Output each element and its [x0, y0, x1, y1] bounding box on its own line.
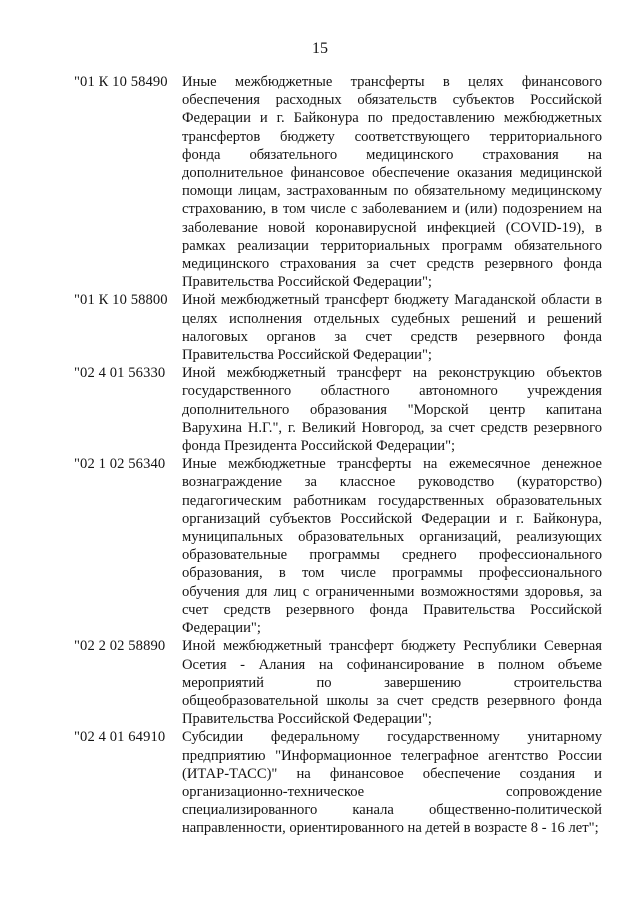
budget-entry [74, 73, 602, 291]
text-line: целях исполнения отдельных судебных решений и решений [182, 310, 602, 327]
text-line: государственного областного автономного учреждения [182, 383, 602, 400]
budget-code: "02 4 01 56330 [74, 365, 166, 382]
text-line: общеобразовательной школы за счет средств резервного фонда [182, 692, 602, 709]
text-line: мероприятий по завершению строительства [182, 674, 602, 691]
text-line: заболевание новой коронавирусной инфекцией (COVID-19), в [182, 219, 602, 236]
budget-code: "02 4 01 64910 [74, 729, 166, 746]
text-line: Правительства Российской Федерации"; [182, 274, 432, 291]
text-line: предприятию "Информационное телеграфное агентство России [182, 747, 602, 764]
budget-entry [74, 728, 602, 837]
text-line: трансфертов бюджету соответствующего территориального [182, 128, 602, 145]
text-line: Иные межбюджетные трансферты в целях финансового [182, 74, 602, 90]
text-line: направленности, ориентированного на детей в возрасте 8 - 16 лет"; [182, 820, 599, 837]
budget-entry [74, 291, 602, 364]
text-line: Варухина Н.Г.", г. Великий Новгород, за счет средств резервного [182, 419, 602, 436]
budget-entry [74, 455, 602, 637]
budget-code: "01 К 10 58800 [74, 292, 168, 309]
text-line: специализированного канала общественно-политической [182, 802, 602, 819]
text-line: страхованию, в том числе с заболеванием и (или) подозрением на [182, 201, 602, 218]
budget-entry-description [182, 728, 602, 837]
text-line: рамках реализации территориальных программ обязательного [182, 237, 602, 254]
text-line: Правительства Российской Федерации"; [182, 711, 432, 728]
page-number: 15 [312, 40, 328, 57]
text-line: налоговых органов за счет средств резервного фонда [182, 328, 602, 345]
budget-code-list [74, 73, 602, 838]
text-line: муниципальных образовательных организаций, реализующих [182, 529, 602, 546]
text-line: дополнительного образования "Морской центр капитана [182, 401, 602, 418]
text-line: Иной межбюджетный трансферт на реконструкцию объектов [182, 365, 602, 382]
budget-code: "01 К 10 58490 [74, 74, 168, 90]
text-line: медицинского страхования за счет средств резервного фонда [182, 256, 602, 273]
text-line: Правительства Российской Федерации"; [182, 347, 432, 364]
text-line: Иной межбюджетный трансферт бюджету Республики Северная [182, 638, 602, 655]
text-line: помощи лицам, застрахованным по обязательному медицинскому [182, 183, 602, 200]
text-line: Субсидии федеральному государственному унитарному [182, 729, 602, 746]
text-line: организаций субъектов Российской Федерации и г. Байконура, [182, 510, 602, 527]
text-line: счет средств резервного фонда Правительства Российской [182, 601, 602, 618]
text-line: фонда Президента Российской Федерации"; [182, 438, 456, 455]
text-line: организационно-техническое сопровождение [182, 783, 602, 800]
text-line: (ИТАР-ТАСС)" на финансовое обеспечение создания и [182, 765, 602, 782]
budget-code: "02 2 02 58890 [74, 638, 166, 655]
budget-entry-description [182, 73, 602, 291]
text-line: обучения для лиц с ограниченными возможностями здоровья, за [182, 583, 602, 600]
budget-entry-description [182, 637, 602, 728]
budget-entry-description [182, 455, 602, 637]
text-line: образования, в том числе программы профессионального [182, 565, 602, 582]
budget-code: "02 1 02 56340 [74, 456, 166, 473]
text-line: Федерации и г. Байконура по предоставлению межбюджетных [182, 110, 602, 127]
text-line: вознаграждение за классное руководство (кураторство) [182, 474, 602, 491]
text-line: педагогическим работникам государственных образовательных [182, 492, 602, 509]
budget-entry-description [182, 364, 602, 455]
text-line: дополнительное финансовое обеспечение оказания медицинской [182, 165, 602, 182]
text-line: Осетия - Алания на софинансирование в полном объеме [182, 656, 602, 673]
budget-entry [74, 637, 602, 728]
text-line: обеспечения расходных обязательств субъектов Российской [182, 92, 602, 109]
text-line: образовательные программы среднего профессионального [182, 547, 602, 564]
budget-entry [74, 364, 602, 455]
text-line: Иной межбюджетный трансферт бюджету Магаданской области в [182, 292, 602, 309]
text-line: фонда обязательного медицинского страхования на [182, 146, 602, 163]
text-line: Иные межбюджетные трансферты на ежемесячное денежное [182, 456, 602, 473]
text-line: Федерации"; [182, 620, 261, 637]
budget-entry-description [182, 291, 602, 364]
